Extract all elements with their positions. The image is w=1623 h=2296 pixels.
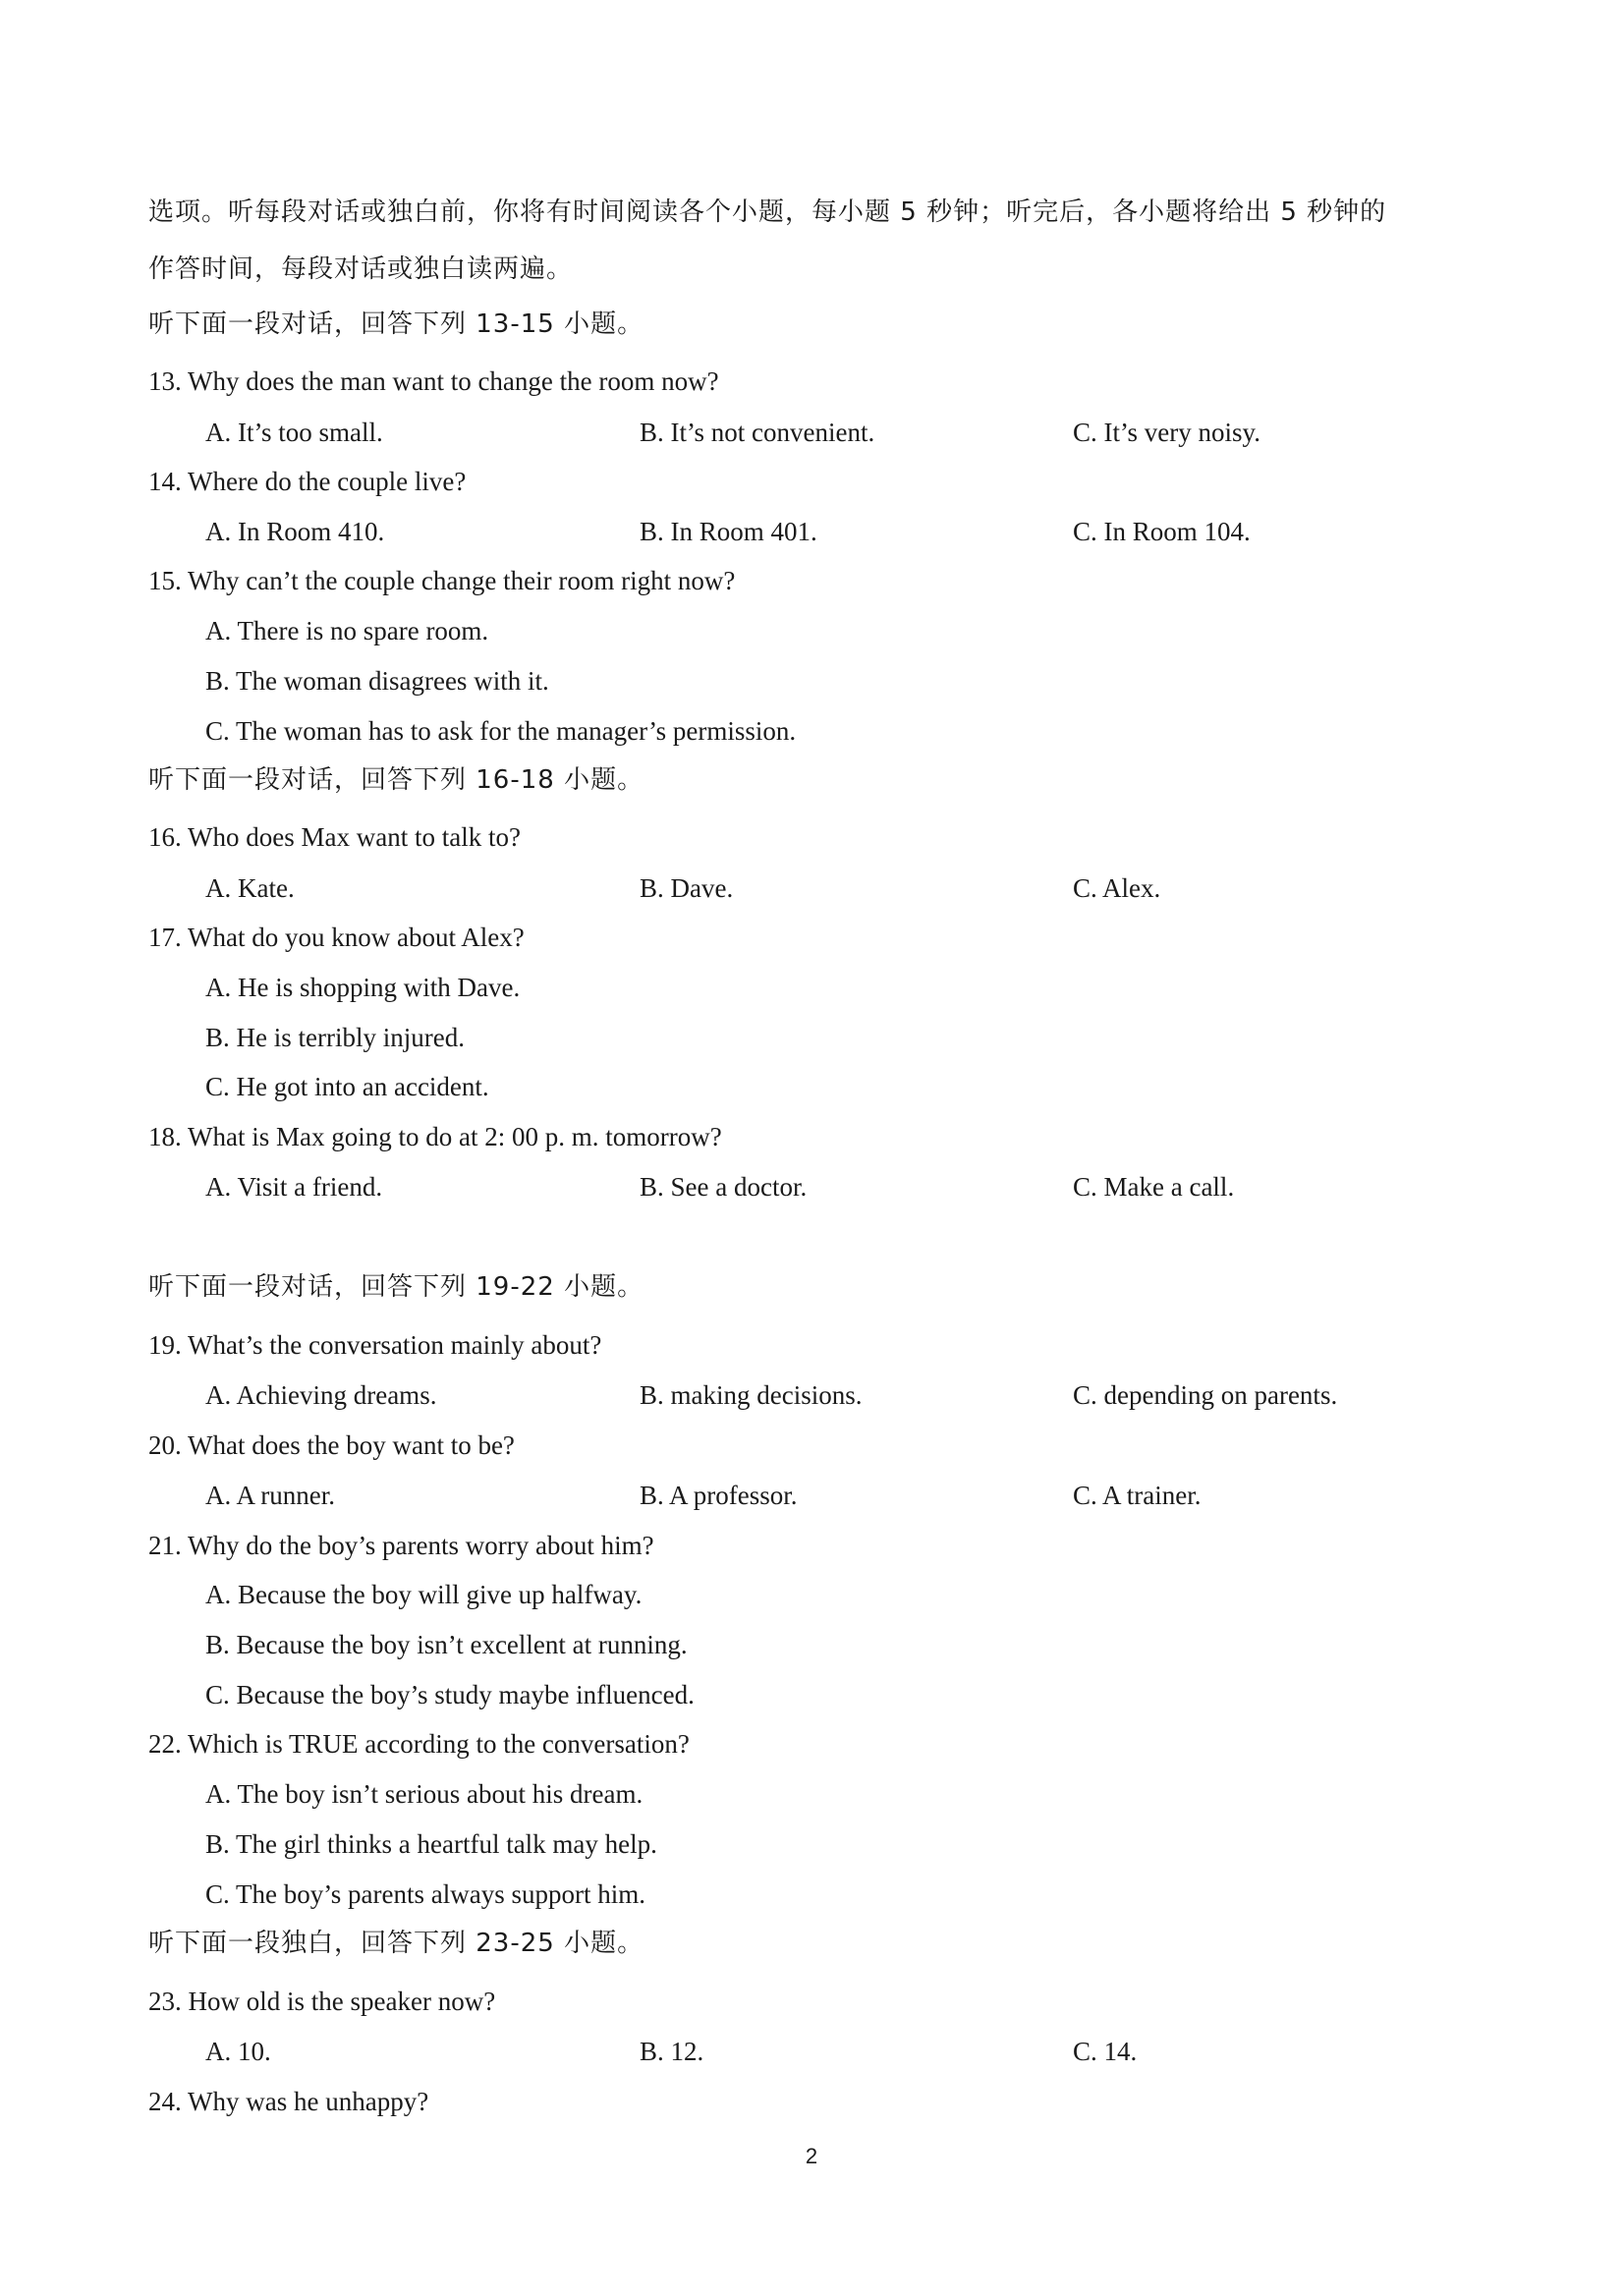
question-24: 24. Why was he unhappy? — [148, 2087, 429, 2116]
q21-option-b: B. Because the boy isn’t excellent at running. — [205, 1630, 688, 1659]
q22-option-c: C. The boy’s parents always support him. — [205, 1879, 645, 1909]
question-14: 14. Where do the couple live? — [148, 467, 467, 496]
q23-option-a: A. 10. — [205, 2037, 271, 2066]
page-number: 2 — [805, 2144, 818, 2168]
q21-option-a: A. Because the boy will give up halfway. — [205, 1580, 643, 1609]
q14-option-a: A. In Room 410. — [205, 517, 385, 546]
instructions-line-2: 作答时间，每段对话或独白读两遍。 — [148, 254, 574, 284]
section-heading-16-18: 听下面一段对话，回答下列 16-18 小题。 — [148, 765, 644, 795]
q17-option-c: C. He got into an accident. — [205, 1072, 489, 1101]
q18-option-b: B. See a doctor. — [640, 1172, 808, 1202]
q13-option-a: A. It’s too small. — [205, 418, 383, 447]
q18-option-a: A. Visit a friend. — [205, 1172, 383, 1202]
question-19: 19. What’s the conversation mainly about? — [148, 1330, 602, 1360]
q16-option-c: C. Alex. — [1073, 873, 1161, 903]
q14-option-c: C. In Room 104. — [1073, 517, 1251, 546]
question-22: 22. Which is TRUE according to the conversation? — [148, 1729, 690, 1759]
question-23: 23. How old is the speaker now? — [148, 1987, 496, 2016]
q20-option-b: B. A professor. — [640, 1481, 798, 1510]
q21-option-c: C. Because the boy’s study maybe influenced. — [205, 1680, 695, 1709]
q13-option-c: C. It’s very noisy. — [1073, 418, 1260, 447]
q18-option-c: C. Make a call. — [1073, 1172, 1235, 1202]
question-13: 13. Why does the man want to change the room now? — [148, 366, 719, 396]
q22-option-a: A. The boy isn’t serious about his dream. — [205, 1779, 644, 1809]
q23-option-b: B. 12. — [640, 2037, 704, 2066]
question-16: 16. Who does Max want to talk to? — [148, 822, 521, 852]
q22-option-b: B. The girl thinks a heartful talk may help. — [205, 1829, 657, 1859]
question-21: 21. Why do the boy’s parents worry about him? — [148, 1531, 654, 1560]
q23-option-c: C. 14. — [1073, 2037, 1138, 2066]
question-18: 18. What is Max going to do at 2: 00 p. m. tomorrow? — [148, 1122, 722, 1151]
q15-option-c: C. The woman has to ask for the manager’s permission. — [205, 716, 797, 746]
q20-option-c: C. A trainer. — [1073, 1481, 1202, 1510]
q20-option-a: A. A runner. — [205, 1481, 335, 1510]
section-heading-13-15: 听下面一段对话，回答下列 13-15 小题。 — [148, 309, 644, 339]
q15-option-a: A. There is no spare room. — [205, 616, 489, 645]
question-17: 17. What do you know about Alex? — [148, 923, 525, 952]
question-15: 15. Why can’t the couple change their room right now? — [148, 566, 736, 595]
section-heading-19-22: 听下面一段对话，回答下列 19-22 小题。 — [148, 1272, 644, 1302]
q19-option-c: C. depending on parents. — [1073, 1380, 1338, 1410]
question-20: 20. What does the boy want to be? — [148, 1430, 515, 1460]
q14-option-b: B. In Room 401. — [640, 517, 817, 546]
section-heading-23-25: 听下面一段独白，回答下列 23-25 小题。 — [148, 1929, 644, 1958]
q17-option-a: A. He is shopping with Dave. — [205, 973, 521, 1002]
q19-option-b: B. making decisions. — [640, 1380, 863, 1410]
q13-option-b: B. It’s not convenient. — [640, 418, 875, 447]
q16-option-b: B. Dave. — [640, 873, 734, 903]
q19-option-a: A. Achieving dreams. — [205, 1380, 437, 1410]
q16-option-a: A. Kate. — [205, 873, 295, 903]
q15-option-b: B. The woman disagrees with it. — [205, 666, 549, 696]
instructions-line-1: 选项。听每段对话或独白前，你将有时间阅读各个小题，每小题 5 秒钟；听完后，各小题将给出 5 秒钟的 — [148, 197, 1387, 227]
q17-option-b: B. He is terribly injured. — [205, 1023, 465, 1052]
